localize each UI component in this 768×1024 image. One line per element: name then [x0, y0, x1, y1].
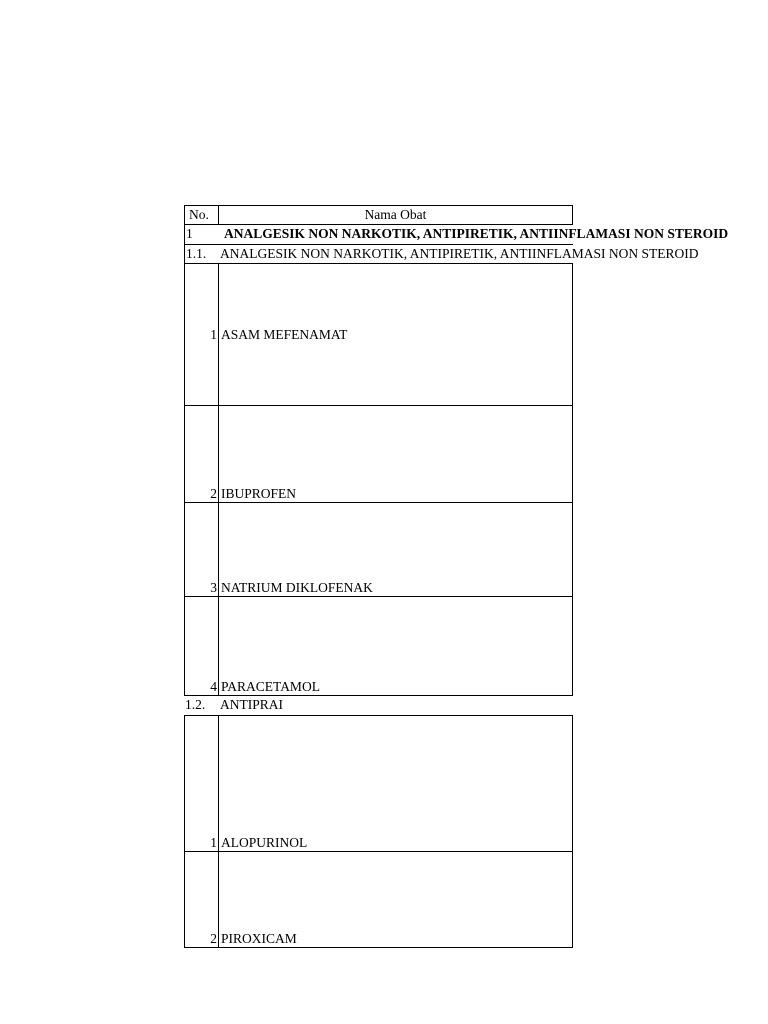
item-no: 1 [210, 835, 217, 850]
item-no: 2 [210, 931, 217, 946]
group-name: ANALGESIK NON NARKOTIK, ANTIPIRETIK, ANTIINFLAMASI NON STEROID [224, 226, 729, 241]
section-name-cell [218, 696, 573, 715]
group-no-cell [184, 225, 219, 244]
item-no: 1 [210, 326, 217, 342]
item-name: PARACETAMOL [221, 679, 320, 694]
item-name-cell [218, 715, 573, 852]
item-name: ALOPURINOL [221, 835, 308, 850]
group-name-cell [222, 225, 729, 244]
item-name-cell [218, 596, 573, 696]
header-name-label: Nama Obat [364, 207, 427, 222]
header-name-cell [218, 205, 573, 225]
section-name: ANALGESIK NON NARKOTIK, ANTIPIRETIK, ANTIINFLAMASI NON STEROID [220, 246, 699, 261]
section-no-cell [184, 696, 219, 715]
item-no-cell [184, 405, 219, 503]
group-no: 1 [186, 226, 193, 241]
header-no-label: No. [189, 207, 209, 222]
item-name: ASAM MEFENAMAT [221, 326, 348, 342]
item-no: 2 [210, 486, 217, 501]
item-name-cell [218, 405, 573, 503]
item-no-cell [184, 263, 219, 406]
item-no-cell [184, 502, 219, 597]
section-name-cell [218, 244, 699, 263]
section-no: 1.1. [186, 246, 207, 261]
item-no-cell [184, 596, 219, 696]
item-no: 3 [210, 580, 217, 595]
item-name: PIROXICAM [221, 931, 297, 946]
section-name: ANTIPRAI [220, 697, 283, 712]
item-name: IBUPROFEN [221, 486, 297, 501]
item-no-cell [184, 851, 219, 948]
item-no-cell [184, 715, 219, 852]
item-name-cell [218, 502, 573, 597]
item-name-cell [218, 851, 573, 948]
item-name-cell [218, 263, 573, 406]
item-name: NATRIUM DIKLOFENAK [221, 580, 373, 595]
item-no: 4 [210, 679, 217, 694]
header-no-cell [184, 205, 219, 225]
section-no: 1.2. [185, 697, 206, 712]
section-no-cell [184, 244, 219, 263]
